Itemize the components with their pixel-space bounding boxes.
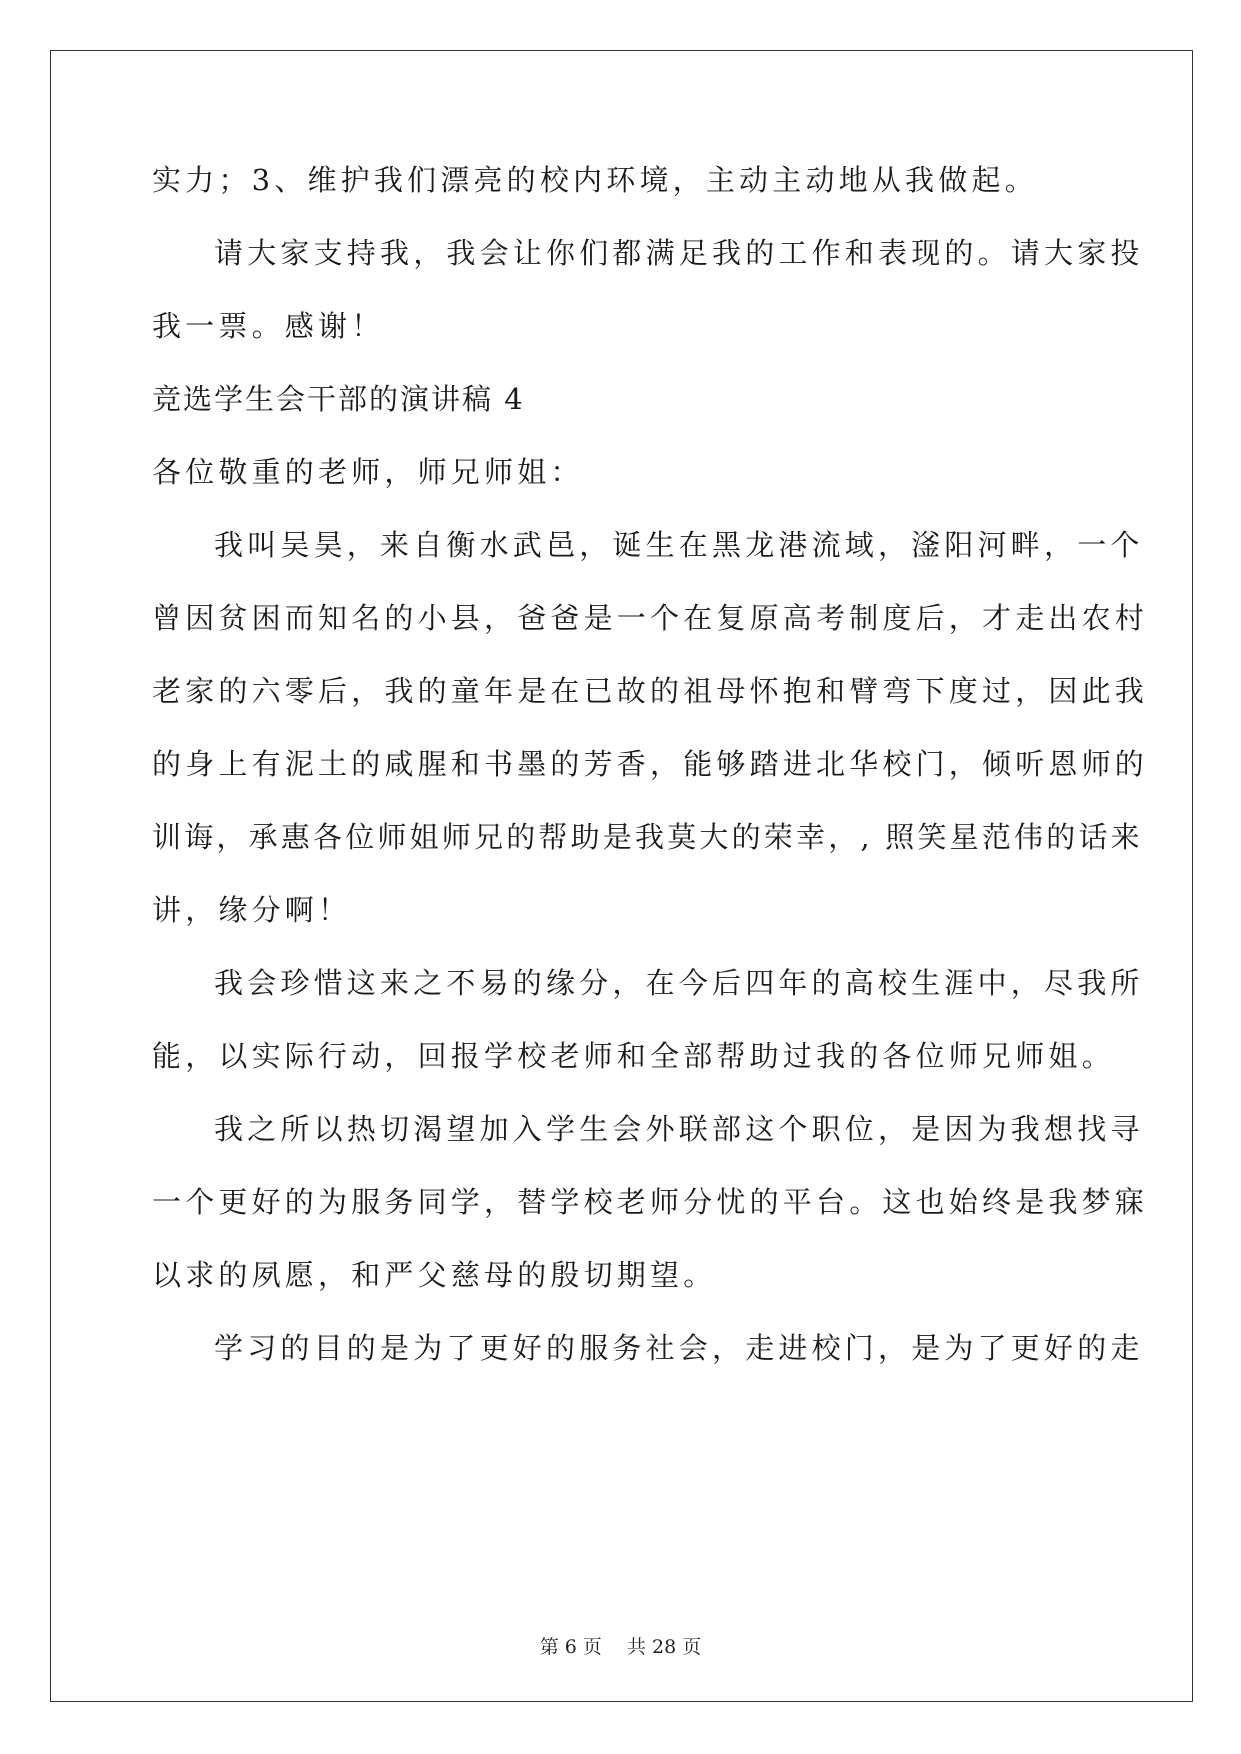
text-line: 老家的六零后，我的童年是在已故的祖母怀抱和臂弯下度过，因此我 [152, 674, 1149, 708]
paragraph-start-line: 我叫吴昊，来自衡水武邑，诞生在黑龙港流域，滏阳河畔，一个 [214, 528, 1144, 562]
paragraph-start-line: 我之所以热切渴望加入学生会外联部这个职位，是因为我想找寻 [214, 1112, 1144, 1146]
text-line: 我一票。感谢！ [152, 309, 385, 343]
text-line: 以求的夙愿，和严父慈母的殷切期望。 [152, 1258, 717, 1292]
text-line: 曾因贫困而知名的小县，爸爸是一个在复原高考制度后，才走出农村 [152, 601, 1149, 635]
text-line: 一个更好的为服务同学，替学校老师分忧的平台。这也始终是我梦寐 [152, 1185, 1149, 1219]
salutation-line: 各位敬重的老师，师兄师姐： [152, 455, 584, 489]
text-line: 训诲，承惠各位师姐师兄的帮助是我莫大的荣幸，, 照笑星范伟的话来 [152, 820, 1143, 854]
section-heading: 竞选学生会干部的演讲稿 4 [152, 382, 525, 416]
text-line: 的身上有泥土的咸腥和书墨的芳香，能够踏进北华校门，倾听恩师的 [152, 747, 1149, 781]
text-line: 实力；3、维护我们漂亮的校内环境，主动主动地从我做起。 [152, 163, 1038, 197]
page-border [50, 50, 1193, 1702]
paragraph-start-line: 学习的目的是为了更好的服务社会，走进校门，是为了更好的走 [214, 1331, 1144, 1365]
paragraph-start-line: 我会珍惜这来之不易的缘分，在今后四年的高校生涯中，尽我所 [214, 966, 1144, 1000]
text-line: 讲，缘分啊！ [152, 893, 352, 927]
text-line: 能，以实际行动，回报学校老师和全部帮助过我的各位师兄师姐。 [152, 1039, 1115, 1073]
page-number-footer: 第 6 页 共 28 页 [539, 1636, 702, 1658]
paragraph-start-line: 请大家支持我，我会让你们都满足我的工作和表现的。请大家投 [214, 236, 1144, 270]
